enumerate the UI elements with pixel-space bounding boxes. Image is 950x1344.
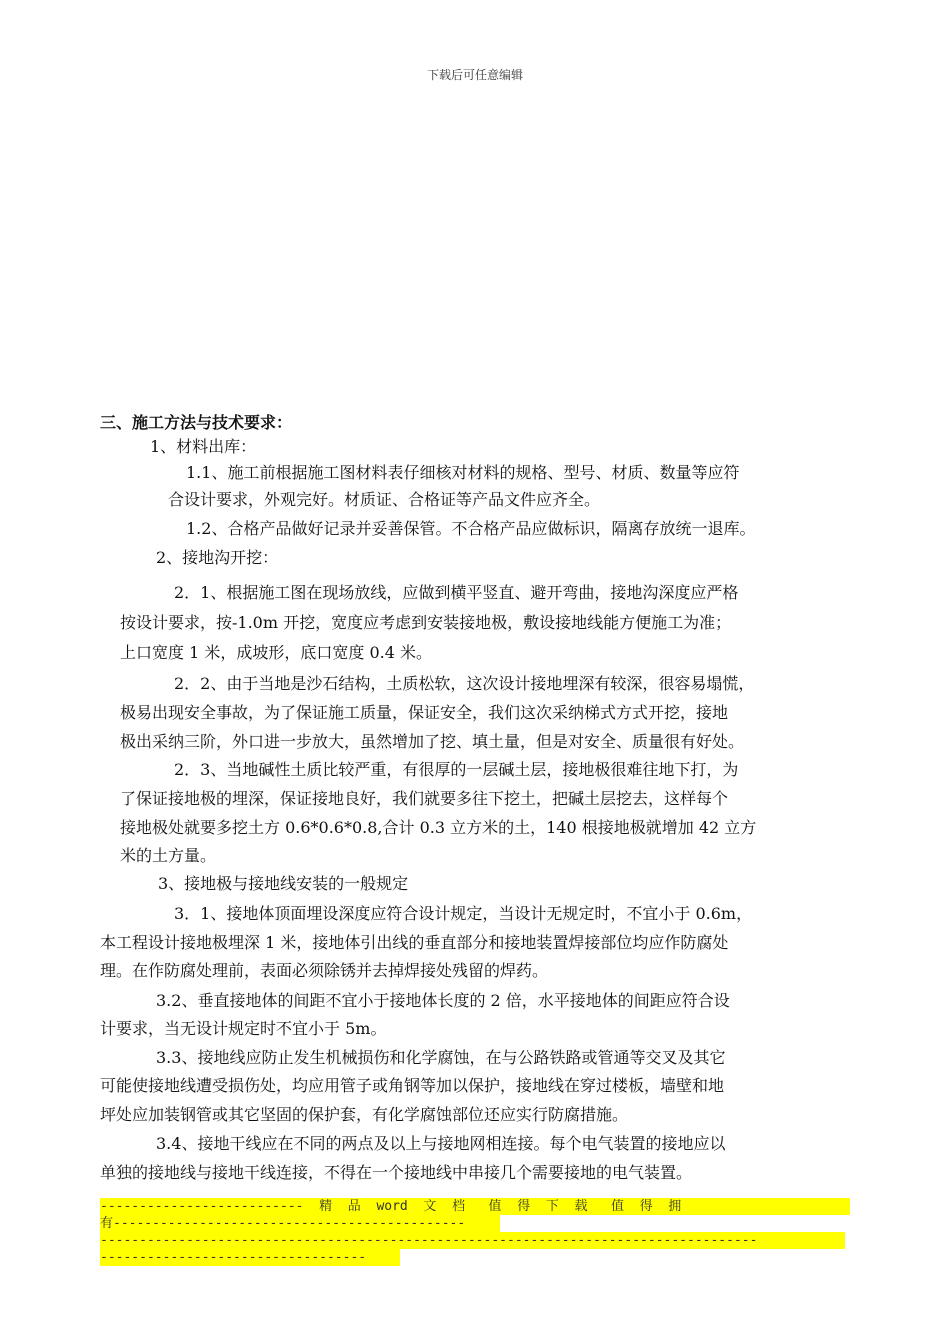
paragraph-line: 极出采纳三阶，外口进一步放大，虽然增加了挖、填土量，但是对安全、质量很有好处。 xyxy=(120,732,745,751)
section-title: 三、施工方法与技术要求： xyxy=(100,413,293,432)
paragraph-line: 坪处应加装钢管或其它坚固的保护套，有化学腐蚀部位还应实行防腐措施。 xyxy=(100,1105,629,1124)
footer-line: 有--------------------------------------------- xyxy=(100,1215,500,1232)
paragraph-line: 3.2、垂直接地体的间距不宜小于接地体长度的 2 倍，水平接地体的间距应符合设 xyxy=(156,991,730,1010)
paragraph-line: 极易出现安全事故，为了保证施工质量，保证安全，我们这次采纳梯式方式开挖，接地 xyxy=(120,703,729,722)
paragraph-line: 3.3、接地线应防止发生机械损伤和化学腐蚀，在与公路铁路或管通等交叉及其它 xyxy=(156,1048,726,1067)
paragraph-line: 单独的接地线与接地干线连接，不得在一个接地线中串接几个需要接地的电气装置。 xyxy=(100,1163,693,1182)
footer-line: -------------------------- 精 品 word 文 档 值 得 下 载 值 得 拥 xyxy=(100,1198,850,1215)
paragraph-line: 3.4、接地干线应在不同的两点及以上与接地网相连接。每个电气装置的接地应以 xyxy=(156,1134,726,1153)
footer-banner xyxy=(100,1198,850,1266)
paragraph-line: 上口宽度 1 米，成坡形，底口宽度 0.4 米。 xyxy=(120,643,432,662)
paragraph-line: 计要求，当无设计规定时不宜小于 5m。 xyxy=(100,1019,387,1038)
paragraph-line: 本工程设计接地极埋深 1 米，接地体引出线的垂直部分和接地装置焊接部位均应作防腐处 xyxy=(100,933,729,952)
paragraph-line: 1、材料出库： xyxy=(150,437,257,456)
paragraph-line: 1.2、合格产品做好记录并妥善保管。不合格产品应做标识，隔离存放统一退库。 xyxy=(186,519,756,538)
footer-line: ------------------------------------------------------------------------------------ xyxy=(100,1232,845,1249)
paragraph-line: 2、接地沟开挖： xyxy=(156,548,279,567)
paragraph-line: 合设计要求，外观完好。材质证、合格证等产品文件应齐全。 xyxy=(168,490,601,509)
paragraph-line: 2．3、当地碱性土质比较严重，有很厚的一层碱土层，接地极很难往地下打，为 xyxy=(174,760,739,779)
header-note: 下载后可任意编辑 xyxy=(426,68,523,82)
paragraph-line: 2．2、由于当地是沙石结构，土质松软，这次设计接地埋深有较深，很容易塌慌， xyxy=(174,674,755,693)
paragraph-line: 理。在作防腐处理前，表面必须除锈并去掉焊接处残留的焊药。 xyxy=(100,961,549,980)
paragraph-line: 1.1、施工前根据施工图材料表仔细核对材料的规格、型号、材质、数量等应符 xyxy=(186,463,740,482)
footer-line: ---------------------------------- xyxy=(100,1249,400,1266)
paragraph-line: 米的土方量。 xyxy=(120,846,217,865)
paragraph-line: 2．1、根据施工图在现场放线，应做到横平竖直、避开弯曲，接地沟深度应严格 xyxy=(174,583,739,602)
paragraph-line: 接地极处就要多挖土方 0.6*0.6*0.8,合计 0.3 立方米的土，140 根接地极就增加 42 立方 xyxy=(120,818,757,837)
paragraph-line: 按设计要求，按-1.0m 开挖，宽度应考虑到安装接地极，敷设接地线能方便施工为准； xyxy=(120,613,732,632)
paragraph-line: 可能使接地线遭受损伤处，均应用管子或角钢等加以保护，接地线在穿过楼板，墙壁和地 xyxy=(100,1076,725,1095)
paragraph-line: 3．1、接地体顶面埋设深度应符合设计规定，当设计无规定时，不宜小于 0.6m， xyxy=(174,904,753,923)
paragraph-line: 了保证接地极的埋深，保证接地良好，我们就要多往下挖土，把碱土层挖去，这样每个 xyxy=(120,789,729,808)
paragraph-line: 3、接地极与接地线安装的一般规定 xyxy=(158,874,409,893)
